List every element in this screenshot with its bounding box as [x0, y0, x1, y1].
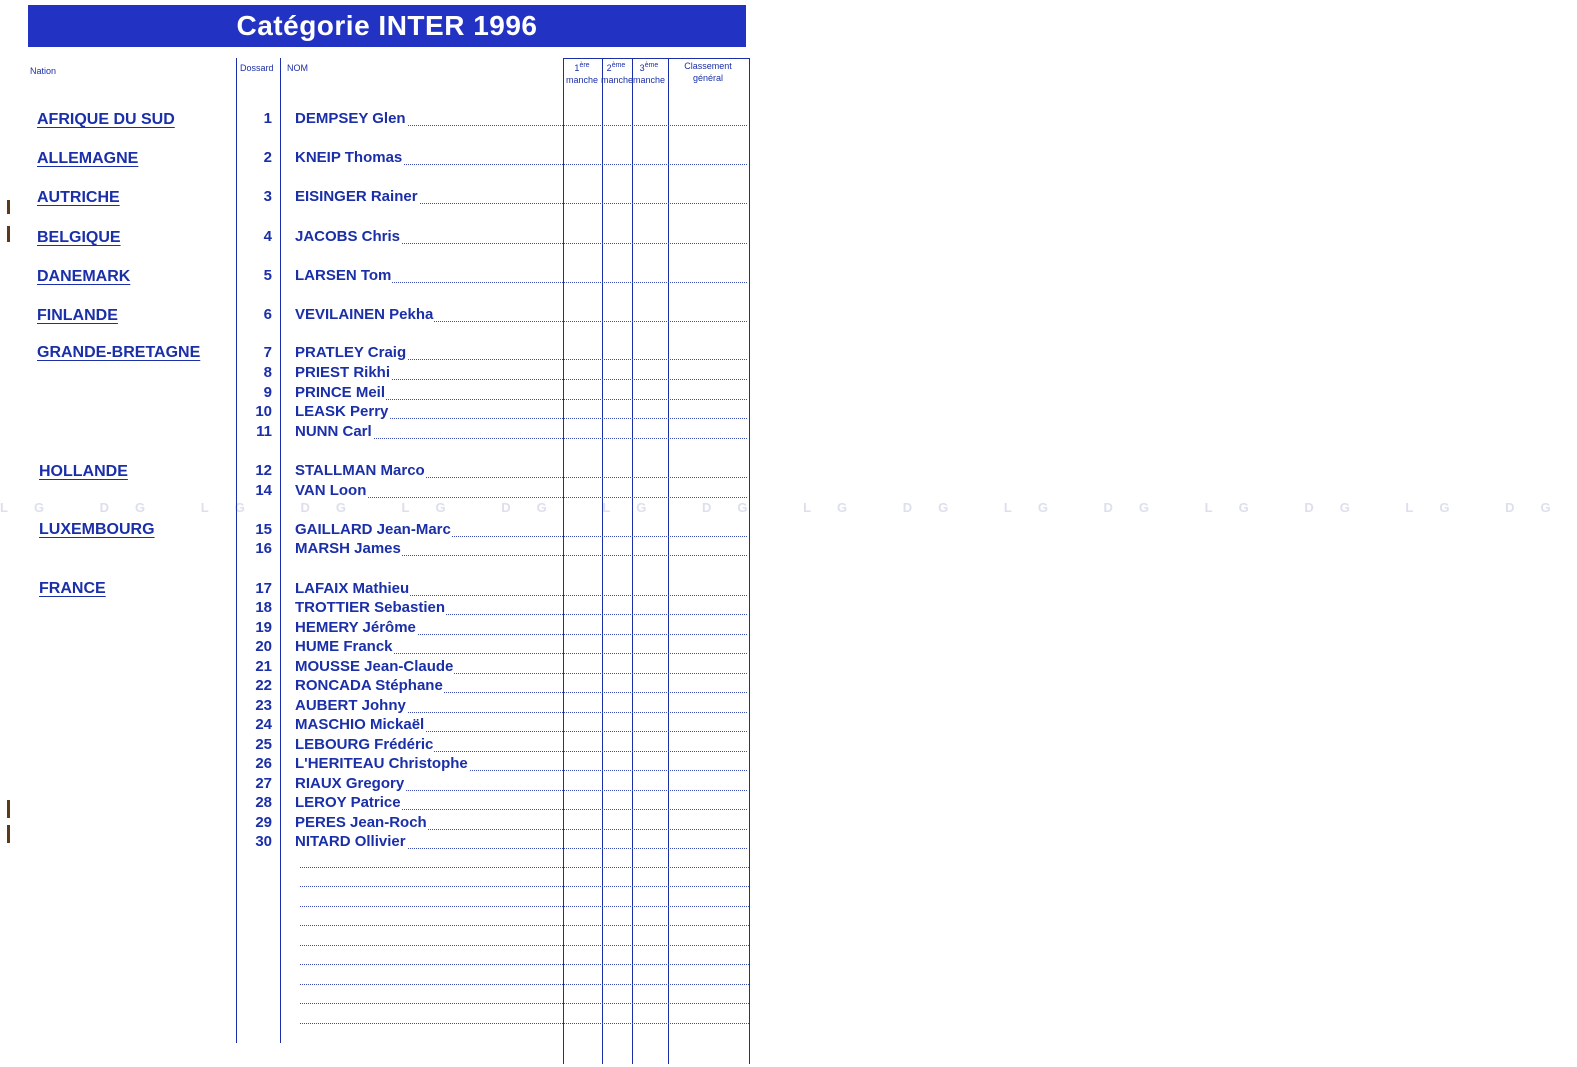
- dossard-number: 20: [255, 638, 272, 655]
- table-row: [240, 775, 750, 794]
- dossard-number: 15: [255, 521, 272, 538]
- header-manche-3: 3ème manche: [632, 62, 666, 85]
- blank-entry-line: [300, 1003, 749, 1004]
- competitor-name: PRIEST Rikhi: [295, 364, 391, 381]
- column-divider: [236, 58, 237, 1043]
- dossard-number: 23: [255, 697, 272, 714]
- dossard-number: 2: [263, 149, 272, 166]
- binder-hole-mark: [7, 825, 10, 843]
- competitor-name: HEMERY Jérôme: [295, 619, 416, 636]
- header-manche-2: 2ème manche: [601, 62, 634, 85]
- competitor-name: VAN Loon: [295, 482, 367, 499]
- competitor-name: L'HERITEAU Christophe: [295, 755, 468, 772]
- table-row: [240, 521, 750, 540]
- competitor-name: LARSEN Tom: [295, 267, 392, 284]
- competitor-name: AUBERT Johny: [295, 697, 406, 714]
- table-row: [240, 403, 750, 422]
- dossard-number: 21: [255, 658, 272, 675]
- dossard-number: 22: [255, 677, 272, 694]
- competitor-name: KNEIP Thomas: [295, 149, 403, 166]
- table-row: [240, 110, 750, 129]
- competitor-name: LAFAIX Mathieu: [295, 580, 410, 597]
- dossard-number: 3: [263, 188, 272, 205]
- competitor-name: NITARD Ollivier: [295, 833, 406, 850]
- dossard-number: 9: [263, 384, 272, 401]
- header-nation: Nation: [30, 66, 57, 76]
- dossard-number: 24: [255, 716, 272, 733]
- table-row: [240, 755, 750, 774]
- competitor-name: LEBOURG Frédéric: [295, 736, 434, 753]
- dossard-number: 4: [263, 228, 272, 245]
- dossard-number: 19: [255, 619, 272, 636]
- table-row: [240, 482, 750, 501]
- nation-label: BELGIQUE: [37, 229, 121, 246]
- competitor-name: RIAUX Gregory: [295, 775, 405, 792]
- table-row: [240, 638, 750, 657]
- competitor-name: TROTTIER Sebastien: [295, 599, 446, 616]
- dossard-number: 14: [255, 482, 272, 499]
- dossard-number: 28: [255, 794, 272, 811]
- table-row: [240, 267, 750, 286]
- competitor-name: HUME Franck: [295, 638, 393, 655]
- table-row: [240, 658, 750, 677]
- nation-label: FRANCE: [39, 580, 106, 597]
- nation-label: FINLANDE: [37, 307, 118, 324]
- dossard-number: 29: [255, 814, 272, 831]
- table-row: [240, 619, 750, 638]
- header-manche-1: 1ère manche: [565, 62, 599, 85]
- competitor-name: EISINGER Rainer: [295, 188, 418, 205]
- table-row: [240, 697, 750, 716]
- blank-entry-line: [300, 984, 749, 985]
- competitor-name: LEROY Patrice: [295, 794, 401, 811]
- table-row: [240, 677, 750, 696]
- header-classement-general: Classement général: [684, 61, 732, 83]
- table-row: [240, 599, 750, 618]
- competitor-name: MOUSSE Jean-Claude: [295, 658, 454, 675]
- dossard-number: 18: [255, 599, 272, 616]
- table-row: [240, 736, 750, 755]
- table-row: [240, 833, 750, 852]
- column-divider: [632, 59, 633, 1064]
- table-row: [240, 814, 750, 833]
- table-row: [240, 580, 750, 599]
- competitor-name: STALLMAN Marco: [295, 462, 425, 479]
- column-divider: [602, 59, 603, 1064]
- nation-label: AFRIQUE DU SUD: [37, 111, 175, 128]
- blank-entry-line: [300, 1023, 749, 1024]
- table-row: [240, 149, 750, 168]
- nation-label: ALLEMAGNE: [37, 150, 139, 167]
- table-row: [240, 228, 750, 247]
- competitor-name: GAILLARD Jean-Marc: [295, 521, 451, 538]
- competitor-name: LEASK Perry: [295, 403, 389, 420]
- column-divider: [668, 59, 669, 1064]
- nation-label: GRANDE-BRETAGNE: [37, 344, 201, 361]
- dossard-number: 7: [263, 344, 272, 361]
- dossard-number: 11: [256, 423, 272, 440]
- blank-entry-line: [300, 886, 749, 887]
- header-nom: NOM: [287, 63, 308, 73]
- table-row: [240, 384, 750, 403]
- nation-label: DANEMARK: [37, 268, 131, 285]
- results-columns: [563, 58, 750, 1064]
- table-row: [240, 306, 750, 325]
- competitor-name: MASCHIO Mickaël: [295, 716, 425, 733]
- nation-label: HOLLANDE: [39, 463, 128, 480]
- dossard-number: 25: [255, 736, 272, 753]
- blank-entry-line: [300, 906, 749, 907]
- header-dossard: Dossard: [240, 63, 274, 73]
- dossard-number: 5: [263, 267, 272, 284]
- dossard-number: 8: [263, 364, 272, 381]
- dossard-number: 30: [255, 833, 272, 850]
- table-row: [240, 344, 750, 363]
- binder-hole-mark: [7, 800, 10, 818]
- nation-label: AUTRICHE: [37, 189, 120, 206]
- competitor-name: MARSH James: [295, 540, 401, 557]
- competitor-name: VEVILAINEN Pekha: [295, 306, 434, 323]
- competitor-name: NUNN Carl: [295, 423, 372, 440]
- dossard-number: 6: [263, 306, 272, 323]
- dossard-number: 12: [255, 462, 272, 479]
- binder-hole-mark: [7, 226, 10, 242]
- blank-entry-line: [300, 964, 749, 965]
- table-row: [240, 188, 750, 207]
- table-row: [240, 462, 750, 481]
- competitor-name: PRATLEY Craig: [295, 344, 407, 361]
- watermark: LG DG LG DG LG DG LG DG LG DG LG DG LG DG LG DG: [0, 500, 1577, 515]
- dossard-number: 10: [255, 403, 272, 420]
- dossard-number: 16: [255, 540, 272, 557]
- blank-entry-line: [300, 945, 749, 946]
- table-row: [240, 423, 750, 442]
- competitor-name: JACOBS Chris: [295, 228, 401, 245]
- blank-entry-line: [300, 925, 749, 926]
- page-title: Catégorie INTER 1996: [236, 10, 538, 41]
- table-row: [240, 540, 750, 559]
- dossard-number: 27: [255, 775, 272, 792]
- dossard-number: 26: [255, 755, 272, 772]
- title-banner: [28, 5, 746, 47]
- competitor-name: RONCADA Stéphane: [295, 677, 443, 694]
- dossard-number: 1: [263, 110, 272, 127]
- competitor-name: PERES Jean-Roch: [295, 814, 427, 831]
- competitor-name: DEMPSEY Glen: [295, 110, 406, 127]
- blank-entry-line: [300, 867, 749, 868]
- competitor-name: PRINCE Meil: [295, 384, 386, 401]
- table-row: [240, 364, 750, 383]
- table-row: [240, 716, 750, 735]
- nation-label: LUXEMBOURG: [39, 521, 155, 538]
- binder-hole-mark: [7, 200, 10, 214]
- dossard-number: 17: [255, 580, 272, 597]
- table-row: [240, 794, 750, 813]
